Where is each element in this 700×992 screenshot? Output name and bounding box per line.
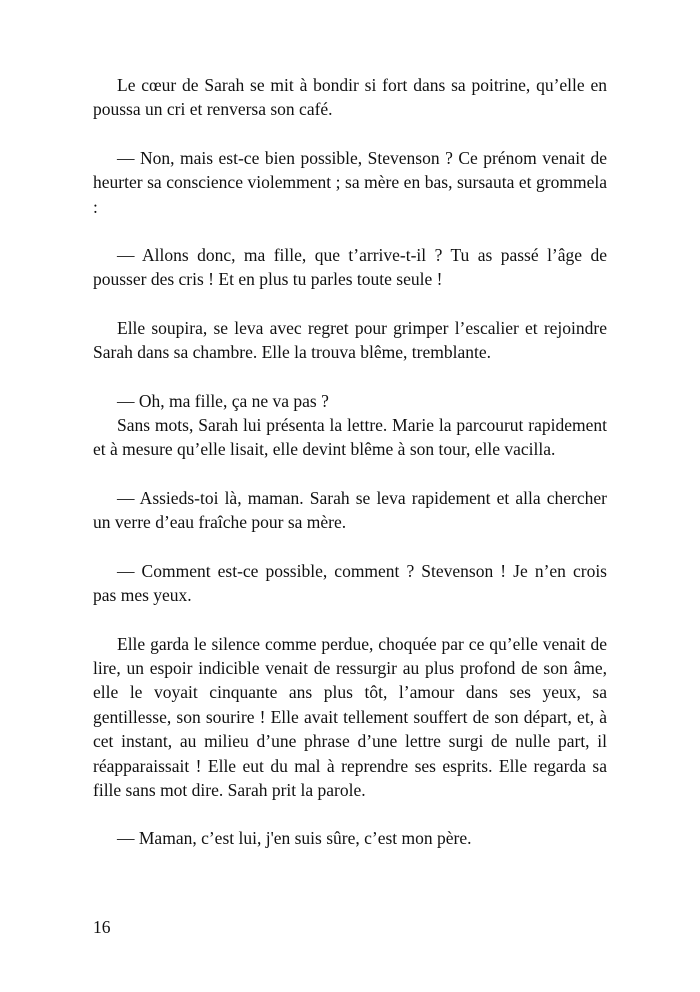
page-body (93, 73, 607, 851)
paragraph-2: — Non, mais est-ce bien possible, Stevenson ? Ce prénom venait de heurter sa conscience violemment ; sa mère en bas, sursauta et grommela : (93, 147, 607, 217)
paragraph-1: Le cœur de Sarah se mit à bondir si fort dans sa poitrine, qu’elle en poussa un cri et renversa son café. (93, 75, 607, 120)
page-number: 16 (93, 917, 111, 937)
paragraph-4: Elle soupira, se leva avec regret pour grimper l’escalier et rejoindre Sarah dans sa chambre. Elle la trouva blême, tremblante. (93, 317, 607, 363)
paragraph-6: Sans mots, Sarah lui présenta la lettre. Marie la parcourut rapidement et à mesure qu’elle lisait, elle devint blême à son tour, elle vacilla. (93, 415, 607, 460)
paragraph-10: — Maman, c’est lui, j'en suis sûre, c’est mon père. (117, 828, 472, 849)
paragraph-8: — Comment est-ce possible, comment ? Stevenson ! Je n’en crois pas mes yeux. (93, 560, 607, 606)
paragraph-5: — Oh, ma fille, ça ne va pas ? (117, 390, 329, 411)
paragraph-9: Elle garda le silence comme perdue, choquée par ce qu’elle venait de lire, un espoir indicible venait de ressurgir au plus profond de son âme, elle le voyait cinquante ans plus tôt, l’amour dans ses yeux, sa gentillesse, son sourire ! Elle avait tellement souffert de son départ, et, à cet instant, au milieu d’une phrase d’une lettre surgi de nulle part, il réapparaissait ! Elle eut du mal à reprendre ses esprits. Elle regarda sa fille sans mot dire. Sarah prit la parole. (93, 633, 607, 800)
paragraph-3: — Allons donc, ma fille, que t’arrive-t-il ? Tu as passé l’âge de pousser des cris ! Et en plus tu parles toute seule ! (93, 245, 607, 290)
paragraph-7: — Assieds-toi là, maman. Sarah se leva rapidement et alla chercher un verre d’eau fraîche pour sa mère. (93, 487, 607, 533)
